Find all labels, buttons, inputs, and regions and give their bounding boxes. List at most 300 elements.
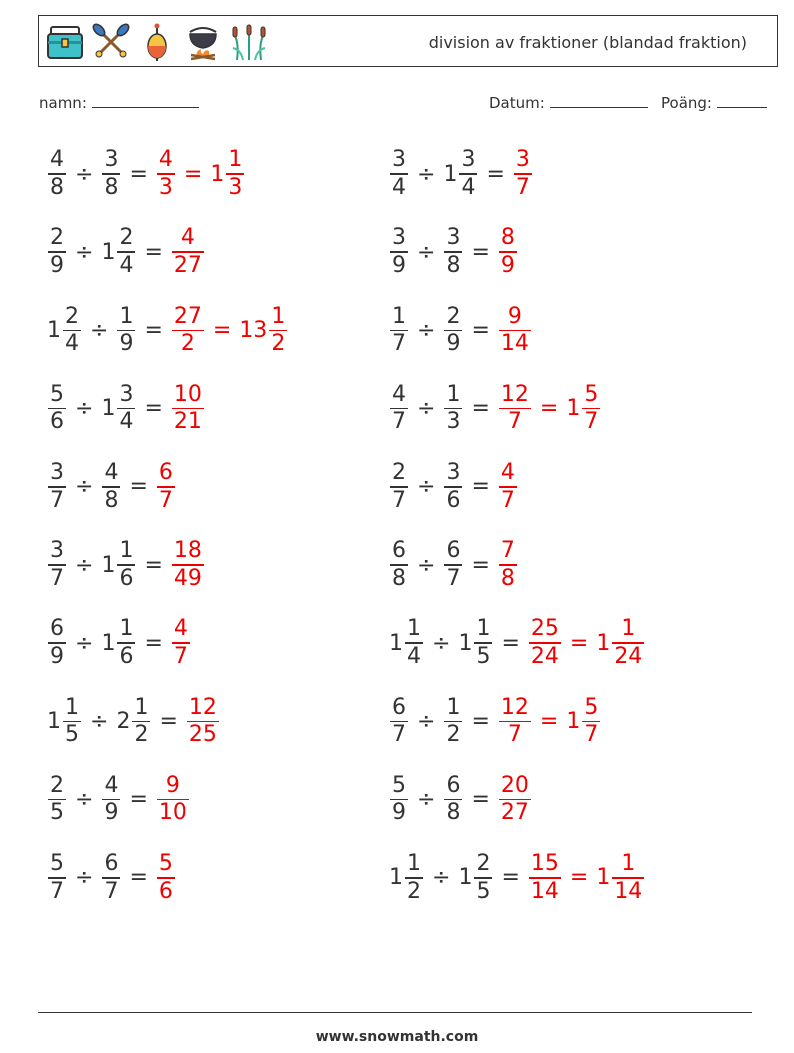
answer [154,772,192,826]
answer-fraction-numerator: 4 [500,460,515,486]
answer-mixed-number-numerator: 1 [621,616,636,642]
divisor-fraction [444,772,462,826]
division-sign: ÷ [417,708,436,734]
problem-item [387,300,534,360]
date-line[interactable] [550,93,648,108]
answer [496,303,534,357]
division-sign: ÷ [75,474,94,500]
dividend-fraction [48,381,66,435]
answer-mixed-number-denominator: 7 [584,409,599,435]
answer-fraction-numerator: 4 [180,225,195,251]
equals-sign: = [471,708,490,734]
answer-fraction-denominator: 7 [507,722,522,748]
divisor-fraction [444,303,462,357]
dividend-fraction [390,694,408,748]
answer-fraction [499,772,531,826]
dividend-fraction [48,149,66,199]
dividend-fraction-numerator: 5 [50,851,64,877]
answer-mixed-number-numerator: 5 [584,381,599,407]
division-sign: ÷ [90,708,109,734]
divisor-fraction-numerator: 3 [461,147,476,173]
answer-equals-sign: = [212,317,232,343]
answer-equals-sign: = [569,865,589,891]
problem-item [387,379,603,439]
answer-equals-sign: = [539,396,559,422]
division-sign: ÷ [75,161,94,187]
fishing-bobber-icon [137,22,177,62]
answer [496,694,603,748]
dividend-fraction-denominator: 7 [50,878,64,904]
answer [169,618,193,668]
answer-fraction [172,618,190,668]
answer [169,540,207,590]
dividend-fraction [390,772,408,826]
divisor-fraction [117,618,135,668]
header-icons [45,22,269,62]
answer-fraction-denominator: 8 [500,565,515,591]
divisor-fraction [102,853,120,903]
worksheet-title: division av fraktioner (blandad fraktion) [428,33,747,52]
cattail-reeds-icon [229,22,269,62]
divisor-fraction [102,462,120,512]
answer-fraction [172,227,204,277]
problem-item [387,457,520,517]
name-line[interactable] [92,93,199,108]
problem-item [45,848,178,908]
divisor-fraction [117,381,135,435]
divisor-fraction-denominator: 4 [119,409,134,435]
answer [496,772,534,826]
answer-fraction [172,381,204,435]
dividend-fraction-whole: 1 [47,317,61,343]
divisor-fraction-denominator: 4 [119,252,134,278]
answer-fraction [157,149,175,199]
divisor-fraction [117,227,135,277]
dividend-fraction-denominator: 2 [407,878,421,904]
division-sign: ÷ [90,317,109,343]
dividend-fraction-numerator: 6 [392,694,406,720]
problem-item [387,144,535,204]
division-sign: ÷ [417,787,436,813]
answer [511,149,535,199]
division-sign: ÷ [432,630,451,656]
division-sign: ÷ [75,865,94,891]
dividend-fraction-denominator: 9 [50,643,64,669]
dividend-fraction [48,227,66,277]
answer-equals-sign: = [183,161,203,187]
answer-mixed-number [582,381,600,435]
divisor-fraction-whole: 1 [443,161,458,187]
answer-fraction-numerator: 9 [507,303,522,329]
divisor-fraction [444,462,462,512]
divisor-fraction-denominator: 8 [104,174,119,200]
answer-fraction-numerator: 5 [158,851,173,877]
answer [169,303,290,357]
dividend-fraction-denominator: 4 [407,643,421,669]
divisor-fraction-denominator: 8 [446,800,461,826]
dividend-fraction-numerator: 3 [50,460,64,486]
answer-fraction-numerator: 25 [530,616,559,642]
answer-mixed-number [582,694,600,748]
equals-sign: = [471,787,490,813]
divisor-fraction-denominator: 6 [446,487,461,513]
divisor-fraction-numerator: 3 [104,147,119,173]
dividend-fraction-denominator: 7 [392,331,406,357]
answer [169,381,207,435]
divisor-fraction-denominator: 7 [446,565,461,591]
divisor-fraction-denominator: 2 [134,722,149,748]
divisor-fraction-whole: 2 [116,708,131,734]
dividend-fraction [390,540,408,590]
dividend-fraction-numerator: 3 [392,147,406,173]
answer-fraction [499,303,531,357]
dividend-fraction [390,303,408,357]
answer-fraction-denominator: 3 [158,174,173,200]
dividend-fraction-numerator: 5 [392,772,406,798]
equals-sign: = [144,396,163,422]
answer-fraction-denominator: 14 [530,878,559,904]
divisor-fraction [444,694,462,748]
divisor-fraction-denominator: 2 [446,722,461,748]
equals-sign: = [144,552,163,578]
problem-item [45,770,192,830]
problem-item [45,613,193,673]
division-sign: ÷ [417,317,436,343]
answer-mixed-number-whole: 1 [566,708,581,734]
answer-mixed-number-denominator: 14 [614,878,643,904]
divisor-fraction-numerator: 1 [119,538,134,564]
divisor-fraction-whole: 1 [101,630,116,656]
answer-mixed-number-numerator: 1 [621,851,636,877]
dividend-fraction-denominator: 7 [50,565,64,591]
worksheet-header [38,15,778,67]
problem-item [45,457,178,517]
dividend-fraction-numerator: 6 [392,538,406,564]
answer-mixed-number [612,853,644,903]
answer-fraction [157,462,175,512]
divisor-fraction-numerator: 2 [446,303,461,329]
divisor-fraction [117,540,135,590]
divisor-fraction-whole: 1 [101,552,116,578]
answer-mixed-number-numerator: 5 [584,694,599,720]
answer-fraction [172,540,204,590]
dividend-fraction-denominator: 7 [50,487,64,513]
dividend-fraction-numerator: 2 [50,225,64,251]
divisor-fraction-numerator: 1 [119,303,134,329]
division-sign: ÷ [417,396,436,422]
answer-fraction-denominator: 6 [158,878,173,904]
footer-divider [38,1012,752,1013]
answer-fraction-numerator: 12 [500,694,529,720]
answer-fraction-denominator: 14 [500,331,529,357]
divisor-fraction [444,381,462,435]
dividend-fraction-numerator: 2 [65,303,79,329]
equals-sign: = [129,474,148,500]
problem-item [387,848,647,908]
answer-fraction [499,227,517,277]
dividend-fraction-whole: 1 [389,865,403,891]
division-sign: ÷ [432,865,451,891]
division-sign: ÷ [417,552,436,578]
dividend-fraction-whole: 1 [47,708,61,734]
divisor-fraction-denominator: 5 [476,643,491,669]
divisor-fraction-whole: 1 [458,865,473,891]
divisor-fraction [117,303,135,357]
divisor-fraction-denominator: 5 [476,878,491,904]
equals-sign: = [144,630,163,656]
answer-fraction [529,618,561,668]
divisor-fraction-denominator: 4 [461,174,476,200]
answer [496,540,520,590]
divisor-fraction [474,853,492,903]
problem-item [387,535,520,595]
division-sign: ÷ [75,630,94,656]
date-label: Datum: [489,94,545,112]
divisor-fraction [102,772,120,826]
answer-mixed-number-whole: 13 [239,317,268,343]
divisor-fraction [102,149,120,199]
answer [496,381,603,435]
dividend-fraction-denominator: 5 [50,800,64,826]
divisor-fraction-denominator: 9 [446,331,461,357]
problem-item [45,144,247,204]
division-sign: ÷ [417,474,436,500]
problem-item [45,379,207,439]
divisor-fraction-denominator: 9 [119,331,134,357]
answer-fraction [499,381,531,435]
answer [154,149,247,199]
answer-fraction-denominator: 2 [180,331,195,357]
answer [184,694,222,748]
answer-fraction [499,462,517,512]
dividend-fraction-numerator: 1 [407,851,421,877]
dividend-fraction-numerator: 4 [50,147,64,173]
dividend-fraction-denominator: 4 [65,331,79,357]
divisor-fraction-denominator: 6 [119,565,134,591]
divisor-fraction-denominator: 9 [104,800,119,826]
dividend-fraction-denominator: 7 [392,409,406,435]
divisor-fraction-whole: 1 [101,239,116,265]
problem-item [45,535,207,595]
answer-fraction-numerator: 7 [500,538,515,564]
dividend-fraction-whole: 1 [389,630,403,656]
answer-fraction-denominator: 24 [530,643,559,669]
answer [496,462,520,512]
divisor-fraction [444,227,462,277]
answer-equals-sign: = [569,630,589,656]
answer-fraction-numerator: 18 [173,538,202,564]
dividend-fraction-numerator: 1 [392,303,406,329]
equals-sign: = [501,865,520,891]
dividend-fraction-numerator: 2 [50,772,64,798]
divisor-fraction-numerator: 6 [446,772,461,798]
divisor-fraction-numerator: 4 [104,772,119,798]
divisor-fraction-numerator: 6 [104,851,119,877]
answer-fraction-numerator: 8 [500,225,515,251]
dividend-fraction-denominator: 5 [65,722,79,748]
problem-item [45,222,207,282]
answer-fraction-numerator: 12 [188,694,217,720]
division-sign: ÷ [75,787,94,813]
dividend-fraction-denominator: 9 [50,252,64,278]
equals-sign: = [486,161,505,187]
dividend-fraction-numerator: 3 [50,538,64,564]
divisor-fraction-numerator: 3 [446,225,461,251]
dividend-fraction-denominator: 9 [392,252,406,278]
problem-item [45,300,290,360]
division-sign: ÷ [417,161,436,187]
divisor-fraction-whole: 1 [101,396,116,422]
divisor-fraction-denominator: 3 [446,409,461,435]
answer-mixed-number-denominator: 3 [228,174,243,200]
footer-url: www.snowmath.com [315,1029,479,1045]
answer-mixed-number-denominator: 24 [614,643,643,669]
equals-sign: = [129,161,148,187]
divisor-fraction-whole: 1 [458,630,473,656]
name-field [39,93,199,112]
dividend-fraction-denominator: 7 [392,487,406,513]
problem-item [387,613,647,673]
crossed-paddles-icon [91,22,131,62]
answer-fraction-denominator: 7 [173,643,188,669]
equals-sign: = [159,708,178,734]
equals-sign: = [471,552,490,578]
answer-mixed-number-numerator: 1 [271,303,286,329]
answer-mixed-number-denominator: 2 [271,331,286,357]
dividend-fraction [48,772,66,826]
divisor-fraction [474,618,492,668]
answer-fraction-denominator: 9 [500,252,515,278]
answer-fraction-denominator: 21 [173,409,202,435]
answer-fraction-denominator: 7 [515,174,530,200]
problem-item [387,770,534,830]
dividend-fraction [390,381,408,435]
dividend-fraction [63,303,81,357]
answer [526,853,647,903]
divisor-fraction-numerator: 6 [446,538,461,564]
dividend-fraction [390,149,408,199]
answer-fraction-numerator: 20 [500,772,529,798]
dividend-fraction-denominator: 7 [392,722,406,748]
answer-fraction-denominator: 27 [173,252,202,278]
answer-mixed-number-whole: 1 [210,161,225,187]
answer-fraction [499,694,531,748]
answer-fraction-numerator: 27 [173,303,202,329]
equals-sign: = [129,865,148,891]
score-label: Poäng: [661,94,712,112]
answer-fraction-denominator: 7 [500,487,515,513]
dividend-fraction-numerator: 1 [65,694,79,720]
divisor-fraction-numerator: 1 [446,381,461,407]
dividend-fraction-numerator: 1 [407,616,421,642]
dividend-fraction [48,462,66,512]
answer [526,618,647,668]
answer-fraction-numerator: 12 [500,381,529,407]
dividend-fraction [48,540,66,590]
equals-sign: = [144,239,163,265]
dividend-fraction [390,462,408,512]
dividend-fraction-denominator: 8 [50,174,64,200]
divisor-fraction-numerator: 1 [134,694,149,720]
division-sign: ÷ [417,239,436,265]
dividend-fraction [390,227,408,277]
problem-item [387,691,603,751]
dividend-fraction-denominator: 9 [392,800,406,826]
divisor-fraction-numerator: 1 [119,616,134,642]
dividend-fraction [63,694,81,748]
dividend-fraction-denominator: 6 [50,409,64,435]
answer-fraction [187,694,219,748]
answer [154,462,178,512]
equals-sign: = [144,317,163,343]
answer-mixed-number-numerator: 1 [228,147,243,173]
division-sign: ÷ [75,552,94,578]
tackle-box-icon [45,22,85,62]
answer [169,227,207,277]
dividend-fraction [405,853,423,903]
divisor-fraction-numerator: 4 [104,460,119,486]
campfire-pot-icon [183,22,223,62]
answer-fraction-denominator: 10 [158,800,187,826]
answer-fraction-denominator: 7 [507,409,522,435]
dividend-fraction [48,853,66,903]
division-sign: ÷ [75,239,94,265]
answer-mixed-number [226,149,244,199]
answer-fraction-numerator: 4 [158,147,173,173]
dividend-fraction-numerator: 2 [392,460,406,486]
equals-sign: = [471,317,490,343]
divisor-fraction-denominator: 8 [104,487,119,513]
name-label: namn: [39,94,87,112]
divisor-fraction-numerator: 1 [476,616,491,642]
divisor-fraction-denominator: 7 [104,878,119,904]
divisor-fraction [459,149,477,199]
answer-fraction-numerator: 15 [530,851,559,877]
equals-sign: = [471,474,490,500]
answer-mixed-number-denominator: 7 [584,722,599,748]
divisor-fraction-numerator: 3 [446,460,461,486]
dividend-fraction [48,618,66,668]
answer-fraction-denominator: 25 [188,722,217,748]
dividend-fraction-numerator: 3 [392,225,406,251]
answer-fraction-numerator: 9 [165,772,180,798]
answer [154,853,178,903]
divisor-fraction-denominator: 6 [119,643,134,669]
equals-sign: = [471,396,490,422]
dividend-fraction-numerator: 4 [392,381,406,407]
answer-fraction [514,149,532,199]
score-line[interactable] [717,93,767,108]
divisor-fraction [132,694,150,748]
division-sign: ÷ [75,396,94,422]
date-field [489,93,648,112]
answer-fraction [172,303,204,357]
answer-fraction-denominator: 27 [500,800,529,826]
divisor-fraction [444,540,462,590]
answer [496,227,520,277]
problem-item [45,691,222,751]
answer-equals-sign: = [539,708,559,734]
problem-item [387,222,520,282]
dividend-fraction [405,618,423,668]
score-field [661,93,767,112]
divisor-fraction-denominator: 8 [446,252,461,278]
answer-mixed-number-whole: 1 [596,630,611,656]
answer-fraction-numerator: 6 [158,460,173,486]
answer-mixed-number-whole: 1 [596,865,611,891]
answer-fraction [157,772,189,826]
divisor-fraction-numerator: 2 [119,225,134,251]
